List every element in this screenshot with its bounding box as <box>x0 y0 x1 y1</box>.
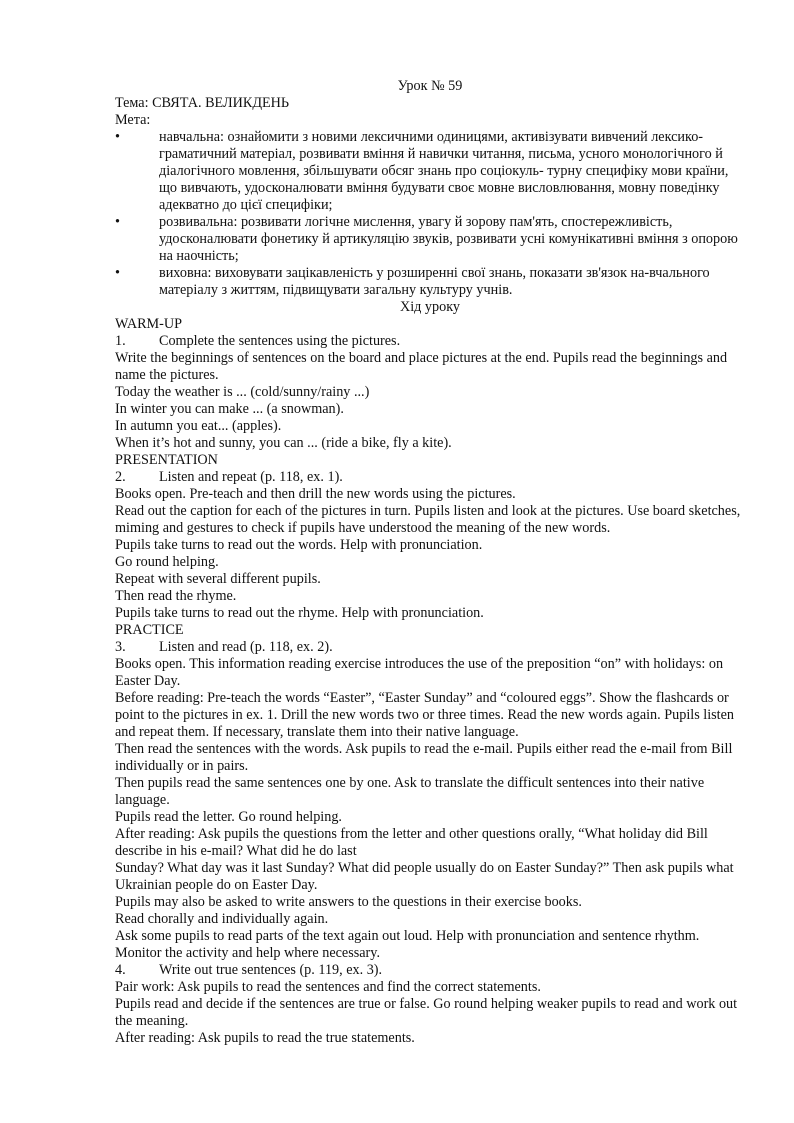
lesson-topic: Тема: СВЯТА. ВЕЛИКДЕНЬ <box>115 95 290 111</box>
task-number: 1. <box>115 333 126 349</box>
goal-item <box>115 214 745 265</box>
text-line: Then read the rhyme. <box>115 588 237 604</box>
goal-item <box>115 129 745 214</box>
document-page <box>115 78 745 1047</box>
bullet-mark: • <box>115 129 120 145</box>
text-line: Write the beginnings of sentences on the board and place pictures at the end. Pupils read the beginnings and name the pictures. <box>115 350 728 383</box>
text-line: Pupils read the letter. Go round helping. <box>115 809 342 825</box>
text-line: Sunday? What day was it last Sunday? What did people usually do on Easter Sunday?” Then ask pupils what Ukrainian people do on Easter Day. <box>115 860 734 893</box>
goal-label: Мета: <box>115 112 151 128</box>
task-1 <box>115 333 745 350</box>
task-title: Write out true sentences (p. 119, ex. 3). <box>159 962 383 978</box>
text-line: Pupils take turns to read out the rhyme. Help with pronunciation. <box>115 605 484 621</box>
lesson-title: Урок № 59 <box>397 78 463 94</box>
section-heading-warmup: WARM-UP <box>115 316 183 332</box>
goal-item <box>115 265 745 299</box>
text-line: Books open. Pre-teach and then drill the new words using the pictures. <box>115 486 516 502</box>
text-line: Read chorally and individually again. <box>115 911 329 927</box>
task-3 <box>115 639 745 656</box>
text-line: Repeat with several different pupils. <box>115 571 321 587</box>
task-title: Listen and read (p. 118, ex. 2). <box>159 639 333 655</box>
text-line: In autumn you eat... (apples). <box>115 418 282 434</box>
task-4 <box>115 962 745 979</box>
text-line: Today the weather is ... (cold/sunny/rainy ...) <box>115 384 370 400</box>
text-line: When it’s hot and sunny, you can ... (ride a bike, fly a kite). <box>115 435 452 451</box>
task-title: Complete the sentences using the pictures. <box>159 333 401 349</box>
task-number: 4. <box>115 962 126 978</box>
goal-text: розвивальна: розвивати логічне мислення, увагу й зорову пам'ять, спостережливість, удосконалювати фонетику й артикуляцію звуків, розвивати усні комунікативні вміння з опорою на наочність; <box>159 214 738 264</box>
section-heading-presentation: PRESENTATION <box>115 452 218 468</box>
text-line: Read out the caption for each of the pictures in turn. Pupils listen and look at the pictures. Use board sketches, miming and gestures to check if pupils have understood the meaning of the new words. <box>115 503 741 536</box>
text-line: After reading: Ask pupils to read the true statements. <box>115 1030 415 1046</box>
task-2 <box>115 469 745 486</box>
section-heading-practice: PRACTICE <box>115 622 184 638</box>
task-title: Listen and repeat (p. 118, ex. 1). <box>159 469 343 485</box>
text-line: After reading: Ask pupils the questions from the letter and other questions orally, “What holiday did Bill describe in his e-mail? What did he do last <box>115 826 708 859</box>
text-line: Pupils take turns to read out the words. Help with pronunciation. <box>115 537 483 553</box>
task-number: 3. <box>115 639 126 655</box>
text-line: Go round helping. <box>115 554 219 570</box>
task-number: 2. <box>115 469 126 485</box>
bullet-mark: • <box>115 214 120 230</box>
text-line: In winter you can make ... (a snowman). <box>115 401 344 417</box>
bullet-mark: • <box>115 265 120 281</box>
goal-text: навчальна: ознайомити з новими лексичними одиницями, активізувати вивчений лексико-граматичний матеріал, розвивати вміння й навички читання, письма, усного монологічного й діалогічного мовлення, збільшувати обсяг знань про соціокуль- турну специфіку мови країни, що вивчають, удосконалювати вміння будувати своє мовне висловлювання, мовну поведінку адекватно до цієї специфіки; <box>159 129 729 213</box>
text-line: Ask some pupils to read parts of the text again out loud. Help with pronunciation and sentence rhythm. Monitor the activity and help where necessary. <box>115 928 700 961</box>
text-line: Before reading: Pre-teach the words “Easter”, “Easter Sunday” and “coloured eggs”. Show the flashcards or point to the pictures in ex. 1. Drill the new words two or three times. Read the new words again. Pupils listen and repeat them. If necessary, translate them into their native language. <box>115 690 735 740</box>
text-line: Then pupils read the same sentences one by one. Ask to translate the difficult sentences into their native language. <box>115 775 705 808</box>
text-line: Then read the sentences with the words. Ask pupils to read the e-mail. Pupils either read the e-mail from Bill individually or in pairs. <box>115 741 733 774</box>
text-line: Pair work: Ask pupils to read the sentences and find the correct statements. <box>115 979 541 995</box>
text-line: Books open. This information reading exercise introduces the use of the preposition “on” with holidays: on Easter Day. <box>115 656 724 689</box>
goal-text: виховна: виховувати зацікавленість у розширенні свої знань, показати зв'язок на-вчального матеріалу з життям, підвищувати загальну культуру учнів. <box>159 265 710 298</box>
text-line: Pupils read and decide if the sentences are true or false. Go round helping weaker pupils to read and work out the meaning. <box>115 996 738 1029</box>
text-line: Pupils may also be asked to write answers to the questions in their exercise books. <box>115 894 582 910</box>
procedure-heading: Хід уроку <box>399 299 461 315</box>
